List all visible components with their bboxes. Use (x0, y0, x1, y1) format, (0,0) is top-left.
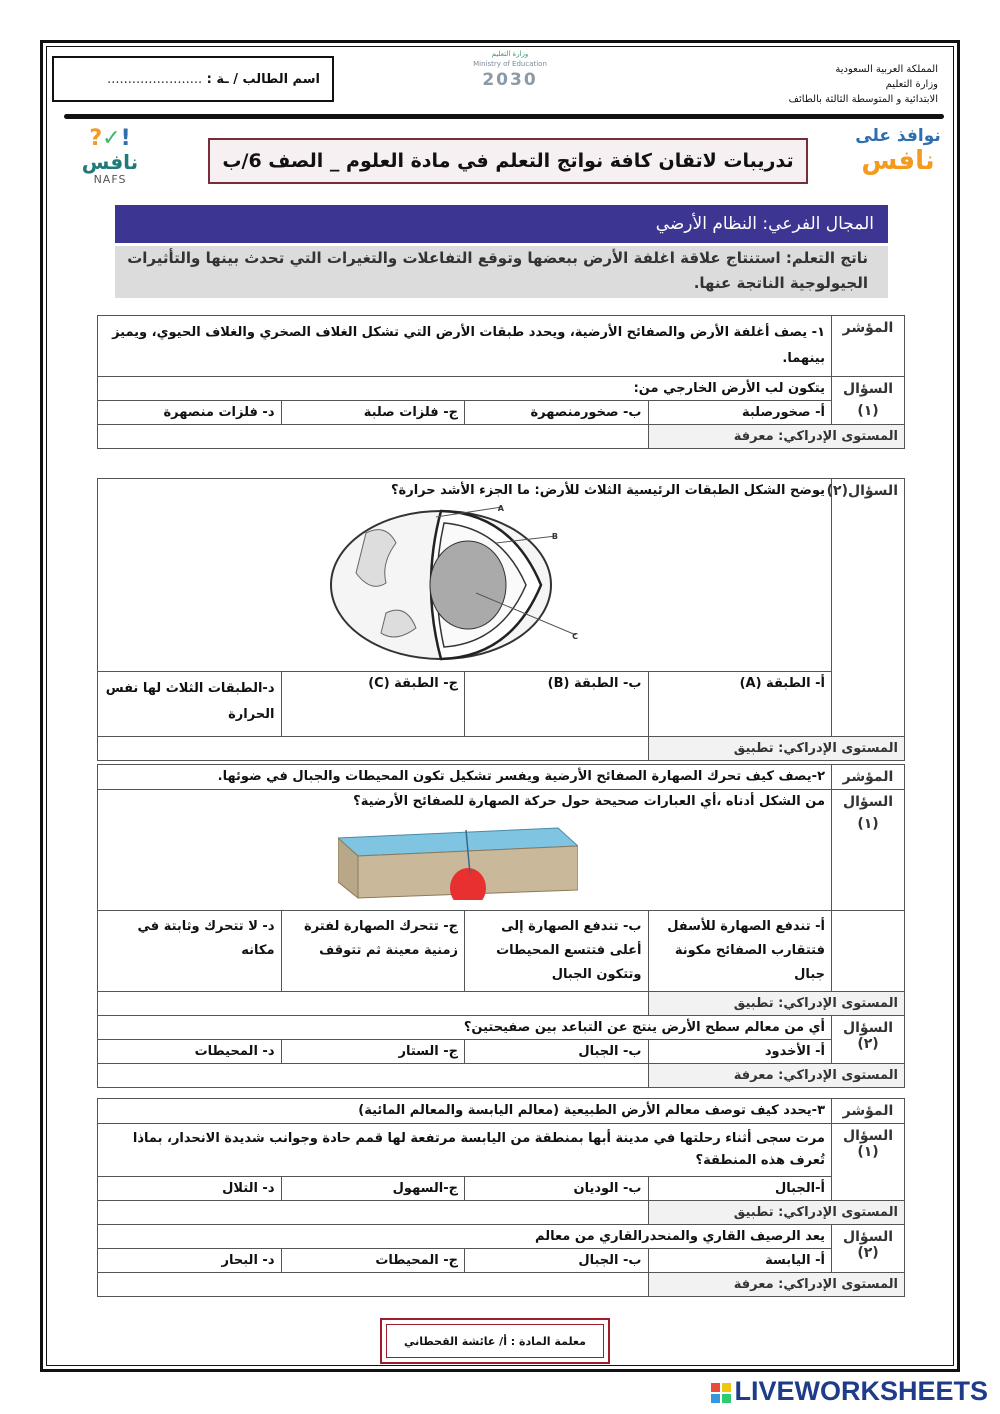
windows-logo-line1: نوافذ على (855, 126, 941, 146)
q1-2-question-cell (98, 479, 832, 672)
q2-2-level: المستوى الإدراكي: معرفة (648, 1064, 905, 1088)
q2-1-text: من الشكل أدناه ،أي العبارات صحيحة حول حركة الصهارة للصفائح الأرضية؟ (353, 794, 825, 809)
teacher-signature: معلمة المادة : أ/ عائشة القحطاني (386, 1324, 604, 1358)
ministry-text: وزارة التعليم (885, 79, 938, 90)
q3-2-option-b[interactable]: ب- الجبال (465, 1249, 649, 1273)
q1-2-option-c[interactable]: ج- الطبقة (C) (281, 672, 465, 737)
q3-2-level: المستوى الإدراكي: معرفة (648, 1273, 905, 1297)
q2-2-answer-box[interactable] (98, 1064, 649, 1088)
section-2-table (97, 764, 905, 1088)
q2-1-question-cell (98, 790, 832, 911)
q1-1-level: المستوى الإدراكي: معرفة (648, 425, 905, 449)
core-layer (430, 541, 506, 629)
label-c: C (572, 632, 578, 641)
ministry-logo (462, 50, 558, 102)
indicator-2-text: ٢-يصف كيف تحرك الصهارة الصفائح الأرضية ويفسر تشكيل تكون المحيطات والجبال في ضوئها. (98, 765, 832, 790)
header-info (738, 62, 938, 107)
sub-domain-banner: المجال الفرعي: النظام الأرضي (115, 205, 888, 243)
liveworksheets-icon (711, 1383, 731, 1403)
q3-1-label: السؤال (١) (832, 1124, 905, 1201)
q1-1-text: يتكون لب الأرض الخارجي من: (98, 377, 832, 401)
vision-2030: 2030 (482, 70, 538, 90)
q1-2-option-d[interactable]: د-الطبقات الثلاث لها نفس الحرارة (98, 672, 282, 737)
ministry-logo-en: Ministry of Education (473, 60, 547, 68)
q1-1-option-a[interactable]: أ- صخورصلبة (648, 401, 832, 425)
q1-1-answer-box[interactable] (98, 425, 649, 449)
q1-2-option-b[interactable]: ب- الطبقة (B) (465, 672, 649, 737)
q1-1-option-d[interactable]: د- فلزات منصهرة (98, 401, 282, 425)
student-name-label: اسم الطالب / ـة : (206, 72, 320, 87)
magma-plates-figure (338, 820, 578, 900)
q1-2-level: المستوى الإدراكي: تطبيق (648, 737, 905, 761)
q2-2-option-b[interactable]: ب- الجبال (465, 1040, 649, 1064)
section-1-table (97, 315, 905, 449)
q3-2-option-c[interactable]: ج- المحيطات (281, 1249, 465, 1273)
q3-2-text: يعد الرصيف القاري والمنحدرالقاري من معالم (98, 1225, 832, 1249)
label-b: B (551, 532, 558, 541)
liveworksheets-watermark (711, 1376, 988, 1407)
student-name-box (52, 56, 334, 102)
q2-1-option-b[interactable]: ب- تندفع الصهارة إلى أعلى فتتسع المحيطات وتتكون الجبال (465, 911, 649, 992)
q2-2-text: أي من معالم سطح الأرض ينتج عن التباعد بين صفيحتين؟ (98, 1016, 832, 1040)
nafs-logo (62, 126, 158, 196)
q2-1-level: المستوى الإدراكي: تطبيق (648, 992, 905, 1016)
q1-2-label: السؤال(٢) (832, 479, 905, 737)
nafs-badges-icon: ?✓! (89, 126, 131, 151)
label-a: A (497, 504, 504, 513)
nafs-logo-en: NAFS (93, 173, 127, 186)
q2-2-option-a[interactable]: أ- الأخدود (648, 1040, 832, 1064)
q3-2-label: السؤال (٢) (832, 1225, 905, 1273)
indicator-3-text: ٣-يحدد كيف توصف معالم الأرض الطبيعية (معالم اليابسة والمعالم المائية) (98, 1099, 832, 1124)
q1-2-text: يوضح الشكل الطبقات الرئيسية الثلاث للأرض: ما الجزء الأشد حرارة؟ (391, 483, 825, 498)
teacher-signature-box (380, 1318, 610, 1364)
worksheet-title: تدريبات لاتقان كافة نواتج التعلم في مادة العلوم _ الصف 6/ب (208, 138, 808, 184)
indicator-label: المؤشر (832, 765, 905, 790)
earth-layers-figure (326, 503, 626, 663)
q1-2-answer-box[interactable] (98, 737, 649, 761)
q3-1-answer-box[interactable] (98, 1201, 649, 1225)
q3-1-option-a[interactable]: أ-الجبال (648, 1177, 832, 1201)
nafs-logo-ar: نافس (81, 150, 139, 174)
q3-1-option-b[interactable]: ب- الوديان (465, 1177, 649, 1201)
q1-1-option-c[interactable]: ج- فلزات صلبة (281, 401, 465, 425)
q3-2-answer-box[interactable] (98, 1273, 649, 1297)
q3-1-option-d[interactable]: د- التلال (98, 1177, 282, 1201)
q2-1-label: السؤال (١) (832, 790, 905, 911)
liveworksheets-text: LIVEWORKSHEETS (734, 1376, 988, 1406)
q1-1-option-b[interactable]: ب- صخورمنصهرة (465, 401, 649, 425)
q2-1-empty (832, 911, 905, 992)
q2-1-option-d[interactable]: د- لا تتحرك وثابتة في مكانه (98, 911, 282, 992)
q2-2-option-c[interactable]: ج- الستار (281, 1040, 465, 1064)
q2-2-label: السؤال (٢) (832, 1016, 905, 1064)
kingdom-text: المملكة العربية السعودية (835, 64, 938, 75)
section-1-q2-table (97, 478, 905, 761)
q2-1-option-a[interactable]: أ- تندفع الصهارة للأسفل فتتقارب الصفائح مكونة جبال (648, 911, 832, 992)
header-separator (64, 114, 944, 119)
learning-outcome: ناتج التعلم: استنتاج علاقة اغلفة الأرض ببعضها وتوقع التفاعلات والتغيرات التي تحدث بينها والتأثيرات الجيولوجية الناتجة عنها. (115, 246, 888, 298)
q3-1-level: المستوى الإدراكي: تطبيق (648, 1201, 905, 1225)
q2-1-option-c[interactable]: ج- تتحرك الصهارة لفترة زمنية معينة ثم تتوقف (281, 911, 465, 992)
school-text: الابتدائية و المتوسطة الثالثة بالطائف (788, 94, 938, 105)
q2-2-option-d[interactable]: د- المحيطات (98, 1040, 282, 1064)
question-label: السؤال (١) (832, 377, 905, 425)
windows-logo-line2: نافس (861, 146, 935, 176)
q3-2-option-a[interactable]: أ- اليابسة (648, 1249, 832, 1273)
indicator-label: المؤشر (832, 316, 905, 377)
q2-1-answer-box[interactable] (98, 992, 649, 1016)
ministry-logo-text: وزارة التعليم (491, 50, 529, 58)
q3-1-text: مرت سجى أثناء رحلتها في مدينة أبها بمنطقة من اليابسة مرتفعة لها قمم حادة وجوانب شديدة الانحدار، بماذا تُعرف هذه المنطقة؟ (98, 1124, 832, 1177)
student-name-field[interactable]: ....................... (107, 72, 203, 87)
q3-1-option-c[interactable]: ج-السهول (281, 1177, 465, 1201)
windows-on-nafs-logo (846, 126, 950, 196)
q1-2-option-a[interactable]: أ- الطبقة (A) (648, 672, 832, 737)
indicator-label: المؤشر (832, 1099, 905, 1124)
section-3-table (97, 1098, 905, 1297)
indicator-1-text: ١- يصف أغلفة الأرض والصفائح الأرضية، ويحدد طبقات الأرض التي تشكل الغلاف الصخري والغلاف الحيوي، ويميز بينهما. (98, 316, 832, 377)
q3-2-option-d[interactable]: د- البحار (98, 1249, 282, 1273)
